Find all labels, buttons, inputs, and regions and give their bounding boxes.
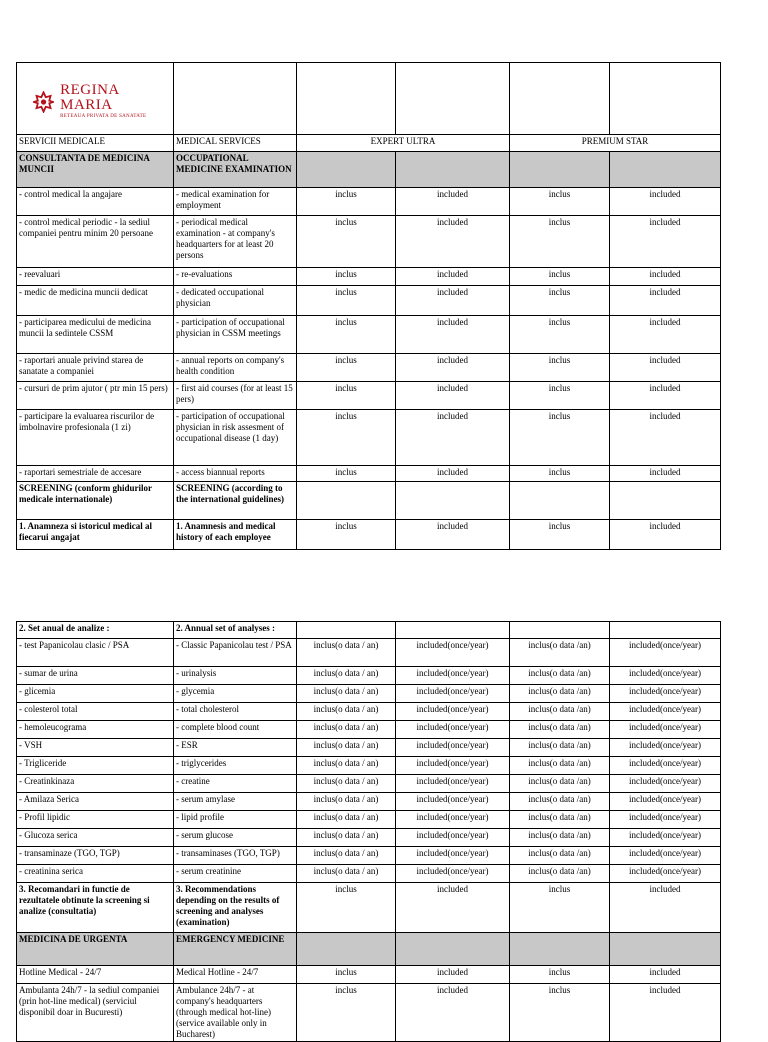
expert-ultra-en-cell: included(once/year): [396, 757, 510, 775]
table-row: [17, 667, 721, 685]
premium-star-ro-cell: inclus: [510, 966, 610, 984]
premium-star-ro-cell: inclus: [510, 286, 610, 316]
expert-ultra-ro-cell: [297, 933, 396, 966]
premium-star-en-cell: included: [610, 316, 721, 354]
regina-maria-logo-icon: [33, 91, 54, 113]
expert-ultra-en-cell: included: [396, 188, 510, 216]
expert-ultra-ro-cell: inclus: [297, 354, 396, 382]
service-en-cell: Medical Hotline - 24/7: [174, 966, 297, 984]
expert-ultra-ro-cell: inclus(o data / an): [297, 865, 396, 883]
expert-ultra-ro-cell: inclus: [297, 984, 396, 1042]
service-ro-cell: - Glucoza serica: [17, 829, 174, 847]
service-en-cell: - triglycerides: [174, 757, 297, 775]
expert-ultra-ro-cell: inclus(o data / an): [297, 703, 396, 721]
expert-ultra-ro-cell: inclus(o data / an): [297, 757, 396, 775]
expert-ultra-ro-cell: inclus(o data / an): [297, 639, 396, 667]
premium-star-ro-cell: inclus: [510, 216, 610, 268]
premium-star-en-cell: included(once/year): [610, 775, 721, 793]
expert-ultra-ro-cell: inclus(o data / an): [297, 685, 396, 703]
expert-ultra-en-cell: included(once/year): [396, 847, 510, 865]
premium-star-ro-cell: inclus(o data /an): [510, 721, 610, 739]
service-ro-cell: - transaminaze (TGO, TGP): [17, 847, 174, 865]
premium-star-en-cell: included(once/year): [610, 793, 721, 811]
premium-star-en-cell: included(once/year): [610, 865, 721, 883]
premium-star-ro-cell: inclus(o data /an): [510, 703, 610, 721]
service-ro-cell: - Amilaza Serica: [17, 793, 174, 811]
service-ro-cell: - cursuri de prim ajutor ( ptr min 15 pers): [17, 382, 174, 410]
table-row: [17, 316, 721, 354]
service-en-cell: - serum amylase: [174, 793, 297, 811]
service-ro-cell: - sumar de urina: [17, 667, 174, 685]
table-row: [17, 793, 721, 811]
premium-star-ro-cell: inclus: [510, 883, 610, 933]
premium-star-ro-cell: inclus: [510, 984, 610, 1042]
logo-subtitle: RETEAUA PRIVATA DE SANATATE: [60, 114, 147, 119]
premium-star-ro-cell: inclus(o data /an): [510, 793, 610, 811]
header-expert-ultra: EXPERT ULTRA: [297, 135, 510, 152]
expert-ultra-en-cell: included: [396, 354, 510, 382]
expert-ultra-en-cell: included: [396, 466, 510, 482]
service-ro-cell: - participarea medicului de medicina muncii la sedintele CSSM: [17, 316, 174, 354]
premium-star-en-cell: included(once/year): [610, 739, 721, 757]
premium-star-ro-cell: inclus(o data /an): [510, 865, 610, 883]
service-en-cell: - Classic Papanicolau test / PSA: [174, 639, 297, 667]
section-row: [17, 152, 721, 188]
premium-star-en-cell: included: [610, 410, 721, 466]
header-premium-star: PREMIUM STAR: [510, 135, 721, 152]
premium-star-ro-cell: [510, 933, 610, 966]
expert-ultra-en-cell: included(once/year): [396, 775, 510, 793]
expert-ultra-en-cell: included(once/year): [396, 811, 510, 829]
service-en-cell: - re-evaluations: [174, 268, 297, 286]
table-row: [17, 410, 721, 466]
expert-ultra-en-cell: included(once/year): [396, 829, 510, 847]
table-row: [17, 188, 721, 216]
service-ro-cell: Ambulanta 24h/7 - la sediul companiei (prin hot-line medical) (serviciul disponibil doar in Bucuresti): [17, 984, 174, 1042]
service-ro-cell: - Creatinkinaza: [17, 775, 174, 793]
premium-star-en-cell: included: [610, 520, 721, 550]
service-en-cell: 3. Recommendations depending on the results of screening and analyses (examination): [174, 883, 297, 933]
premium-star-en-cell: included(once/year): [610, 639, 721, 667]
service-en-cell: - total cholesterol: [174, 703, 297, 721]
header-servicii: SERVICII MEDICALE: [17, 135, 174, 152]
service-ro-cell: - creatinina serica: [17, 865, 174, 883]
service-ro-cell: - glicemia: [17, 685, 174, 703]
services-table-bottom: [16, 621, 721, 1042]
premium-star-ro-cell: inclus(o data /an): [510, 829, 610, 847]
table-row: [17, 865, 721, 883]
expert-ultra-en-cell: included(once/year): [396, 685, 510, 703]
service-en-cell: - urinalysis: [174, 667, 297, 685]
service-ro-cell: CONSULTANTA DE MEDICINA MUNCII: [17, 152, 174, 188]
expert-ultra-en-cell: included: [396, 286, 510, 316]
expert-ultra-en-cell: included: [396, 216, 510, 268]
premium-star-en-cell: included: [610, 382, 721, 410]
service-ro-cell: 2. Set anual de analize :: [17, 622, 174, 639]
header-row: [17, 135, 721, 152]
service-ro-cell: MEDICINA DE URGENTA: [17, 933, 174, 966]
expert-ultra-en-cell: included: [396, 382, 510, 410]
expert-ultra-ro-cell: inclus: [297, 520, 396, 550]
table-row: [17, 966, 721, 984]
table-row: [17, 639, 721, 667]
table-row: [17, 739, 721, 757]
premium-star-en-cell: included(once/year): [610, 685, 721, 703]
expert-ultra-ro-cell: inclus(o data / an): [297, 811, 396, 829]
table-row: [17, 757, 721, 775]
logo: [19, 77, 171, 120]
expert-ultra-ro-cell: inclus(o data / an): [297, 775, 396, 793]
expert-ultra-ro-cell: inclus: [297, 316, 396, 354]
table-row: [17, 286, 721, 316]
premium-star-en-cell: included: [610, 354, 721, 382]
service-en-cell: - annual reports on company's health condition: [174, 354, 297, 382]
expert-ultra-ro-cell: inclus: [297, 466, 396, 482]
service-en-cell: - participation of occupational physician in risk assesment of occupational disease (1 day): [174, 410, 297, 466]
premium-star-en-cell: included: [610, 466, 721, 482]
service-ro-cell: - raportari semestriale de accesare: [17, 466, 174, 482]
expert-ultra-en-cell: included: [396, 883, 510, 933]
service-en-cell: OCCUPATIONAL MEDICINE EXAMINATION: [174, 152, 297, 188]
service-en-cell: - transaminases (TGO, TGP): [174, 847, 297, 865]
service-en-cell: - access biannual reports: [174, 466, 297, 482]
expert-ultra-en-cell: included(once/year): [396, 793, 510, 811]
service-ro-cell: - colesterol total: [17, 703, 174, 721]
expert-ultra-ro-cell: inclus(o data / an): [297, 793, 396, 811]
service-en-cell: - medical examination for employment: [174, 188, 297, 216]
table-row: [17, 883, 721, 933]
logo-row: [17, 63, 721, 135]
premium-star-ro-cell: inclus: [510, 520, 610, 550]
service-en-cell: - participation of occupational physician in CSSM meetings: [174, 316, 297, 354]
service-ro-cell: - control medical la angajare: [17, 188, 174, 216]
premium-star-en-cell: [610, 482, 721, 520]
service-ro-cell: 1. Anamneza si istoricul medical al fiecarui angajat: [17, 520, 174, 550]
service-en-cell: - lipid profile: [174, 811, 297, 829]
service-en-cell: - serum creatinine: [174, 865, 297, 883]
premium-star-en-cell: included: [610, 966, 721, 984]
premium-star-ro-cell: inclus: [510, 466, 610, 482]
table-row: [17, 268, 721, 286]
logo-cell: [17, 63, 174, 135]
premium-star-en-cell: [610, 152, 721, 188]
service-ro-cell: - reevaluari: [17, 268, 174, 286]
premium-star-en-cell: included(once/year): [610, 829, 721, 847]
premium-star-ro-cell: inclus: [510, 410, 610, 466]
expert-ultra-ro-cell: inclus: [297, 966, 396, 984]
premium-star-en-cell: included(once/year): [610, 847, 721, 865]
service-en-cell: SCREENING (according to the international guidelines): [174, 482, 297, 520]
expert-ultra-en-cell: included: [396, 268, 510, 286]
table-row: [17, 721, 721, 739]
service-ro-cell: - control medical periodic - la sediul companiei pentru minim 20 persoane: [17, 216, 174, 268]
premium-star-ro-cell: inclus(o data /an): [510, 639, 610, 667]
expert-ultra-en-cell: [396, 622, 510, 639]
premium-star-ro-cell: [510, 622, 610, 639]
table-row: [17, 482, 721, 520]
premium-star-ro-cell: inclus(o data /an): [510, 685, 610, 703]
table-row: [17, 354, 721, 382]
expert-ultra-ro-cell: inclus: [297, 382, 396, 410]
expert-ultra-ro-cell: inclus: [297, 268, 396, 286]
premium-star-ro-cell: inclus(o data /an): [510, 757, 610, 775]
premium-star-ro-cell: [510, 482, 610, 520]
service-en-cell: - ESR: [174, 739, 297, 757]
service-en-cell: - periodical medical examination - at company's headquarters for at least 20 persons: [174, 216, 297, 268]
service-en-cell: - creatine: [174, 775, 297, 793]
premium-star-ro-cell: inclus: [510, 354, 610, 382]
premium-star-ro-cell: inclus(o data /an): [510, 847, 610, 865]
expert-ultra-ro-cell: inclus(o data / an): [297, 739, 396, 757]
table-row: [17, 847, 721, 865]
service-en-cell: - complete blood count: [174, 721, 297, 739]
logo-name: REGINA MARIA: [60, 82, 119, 113]
services-table-top: [16, 62, 721, 550]
premium-star-ro-cell: inclus(o data /an): [510, 775, 610, 793]
expert-ultra-en-cell: included: [396, 520, 510, 550]
expert-ultra-en-cell: included: [396, 984, 510, 1042]
expert-ultra-ro-cell: [297, 482, 396, 520]
expert-ultra-en-cell: included(once/year): [396, 721, 510, 739]
service-ro-cell: - test Papanicolau clasic / PSA: [17, 639, 174, 667]
premium-star-ro-cell: inclus: [510, 382, 610, 410]
expert-ultra-ro-cell: [297, 622, 396, 639]
premium-star-en-cell: [610, 622, 721, 639]
service-ro-cell: - Profil lipidic: [17, 811, 174, 829]
expert-ultra-en-cell: included(once/year): [396, 739, 510, 757]
expert-ultra-ro-cell: inclus: [297, 883, 396, 933]
premium-star-en-cell: included: [610, 984, 721, 1042]
expert-ultra-en-cell: [396, 933, 510, 966]
service-ro-cell: - medic de medicina muncii dedicat: [17, 286, 174, 316]
premium-star-en-cell: included: [610, 268, 721, 286]
table-row: [17, 829, 721, 847]
premium-star-ro-cell: inclus: [510, 188, 610, 216]
service-en-cell: 1. Anamnesis and medical history of each employee: [174, 520, 297, 550]
expert-ultra-en-cell: included: [396, 410, 510, 466]
premium-star-en-cell: included: [610, 188, 721, 216]
table-row: [17, 984, 721, 1042]
expert-ultra-en-cell: included(once/year): [396, 865, 510, 883]
expert-ultra-ro-cell: inclus(o data / an): [297, 667, 396, 685]
service-en-cell: 2. Annual set of analyses :: [174, 622, 297, 639]
expert-ultra-en-cell: included: [396, 316, 510, 354]
premium-star-en-cell: included: [610, 286, 721, 316]
expert-ultra-ro-cell: inclus: [297, 188, 396, 216]
section-row: [17, 933, 721, 966]
expert-ultra-en-cell: [396, 482, 510, 520]
expert-ultra-ro-cell: inclus(o data / an): [297, 829, 396, 847]
table-row: [17, 811, 721, 829]
header-medical-services: MEDICAL SERVICES: [174, 135, 297, 152]
service-ro-cell: - raportari anuale privind starea de sanatate a companiei: [17, 354, 174, 382]
service-en-cell: - serum glucose: [174, 829, 297, 847]
expert-ultra-ro-cell: inclus: [297, 410, 396, 466]
expert-ultra-en-cell: included(once/year): [396, 667, 510, 685]
service-ro-cell: SCREENING (conform ghidurilor medicale internationale): [17, 482, 174, 520]
expert-ultra-ro-cell: [297, 152, 396, 188]
table-row: [17, 520, 721, 550]
expert-ultra-ro-cell: inclus(o data / an): [297, 721, 396, 739]
service-en-cell: - first aid courses (for at least 15 pers): [174, 382, 297, 410]
service-en-cell: - glycemia: [174, 685, 297, 703]
premium-star-en-cell: [610, 933, 721, 966]
service-ro-cell: Hotline Medical - 24/7: [17, 966, 174, 984]
table-row: [17, 775, 721, 793]
expert-ultra-en-cell: included(once/year): [396, 703, 510, 721]
expert-ultra-en-cell: included(once/year): [396, 639, 510, 667]
premium-star-ro-cell: [510, 152, 610, 188]
expert-ultra-ro-cell: inclus: [297, 216, 396, 268]
service-ro-cell: - Trigliceride: [17, 757, 174, 775]
premium-star-en-cell: included: [610, 883, 721, 933]
premium-star-en-cell: included(once/year): [610, 757, 721, 775]
premium-star-en-cell: included(once/year): [610, 703, 721, 721]
table-row: [17, 685, 721, 703]
table-row: [17, 466, 721, 482]
expert-ultra-en-cell: included: [396, 966, 510, 984]
table-row: [17, 622, 721, 639]
service-en-cell: Ambulance 24h/7 - at company's headquarters (through medical hot-line) (service available only in Bucharest): [174, 984, 297, 1042]
premium-star-ro-cell: inclus: [510, 268, 610, 286]
service-ro-cell: - hemoleucograma: [17, 721, 174, 739]
service-ro-cell: - VSH: [17, 739, 174, 757]
expert-ultra-en-cell: [396, 152, 510, 188]
premium-star-en-cell: included(once/year): [610, 667, 721, 685]
premium-star-ro-cell: inclus(o data /an): [510, 667, 610, 685]
service-ro-cell: 3. Recomandari in functie de rezultatele obtinute la screening si analize (consultatia): [17, 883, 174, 933]
table-row: [17, 216, 721, 268]
premium-star-en-cell: included(once/year): [610, 811, 721, 829]
service-en-cell: EMERGENCY MEDICINE: [174, 933, 297, 966]
premium-star-ro-cell: inclus(o data /an): [510, 739, 610, 757]
service-ro-cell: - participare la evaluarea riscurilor de imbolnavire profesionala (1 zi): [17, 410, 174, 466]
service-en-cell: - dedicated occupational physician: [174, 286, 297, 316]
expert-ultra-ro-cell: inclus(o data / an): [297, 847, 396, 865]
premium-star-ro-cell: inclus(o data /an): [510, 811, 610, 829]
premium-star-ro-cell: inclus: [510, 316, 610, 354]
table-row: [17, 703, 721, 721]
premium-star-en-cell: included: [610, 216, 721, 268]
expert-ultra-ro-cell: inclus: [297, 286, 396, 316]
table-row: [17, 382, 721, 410]
premium-star-en-cell: included(once/year): [610, 721, 721, 739]
